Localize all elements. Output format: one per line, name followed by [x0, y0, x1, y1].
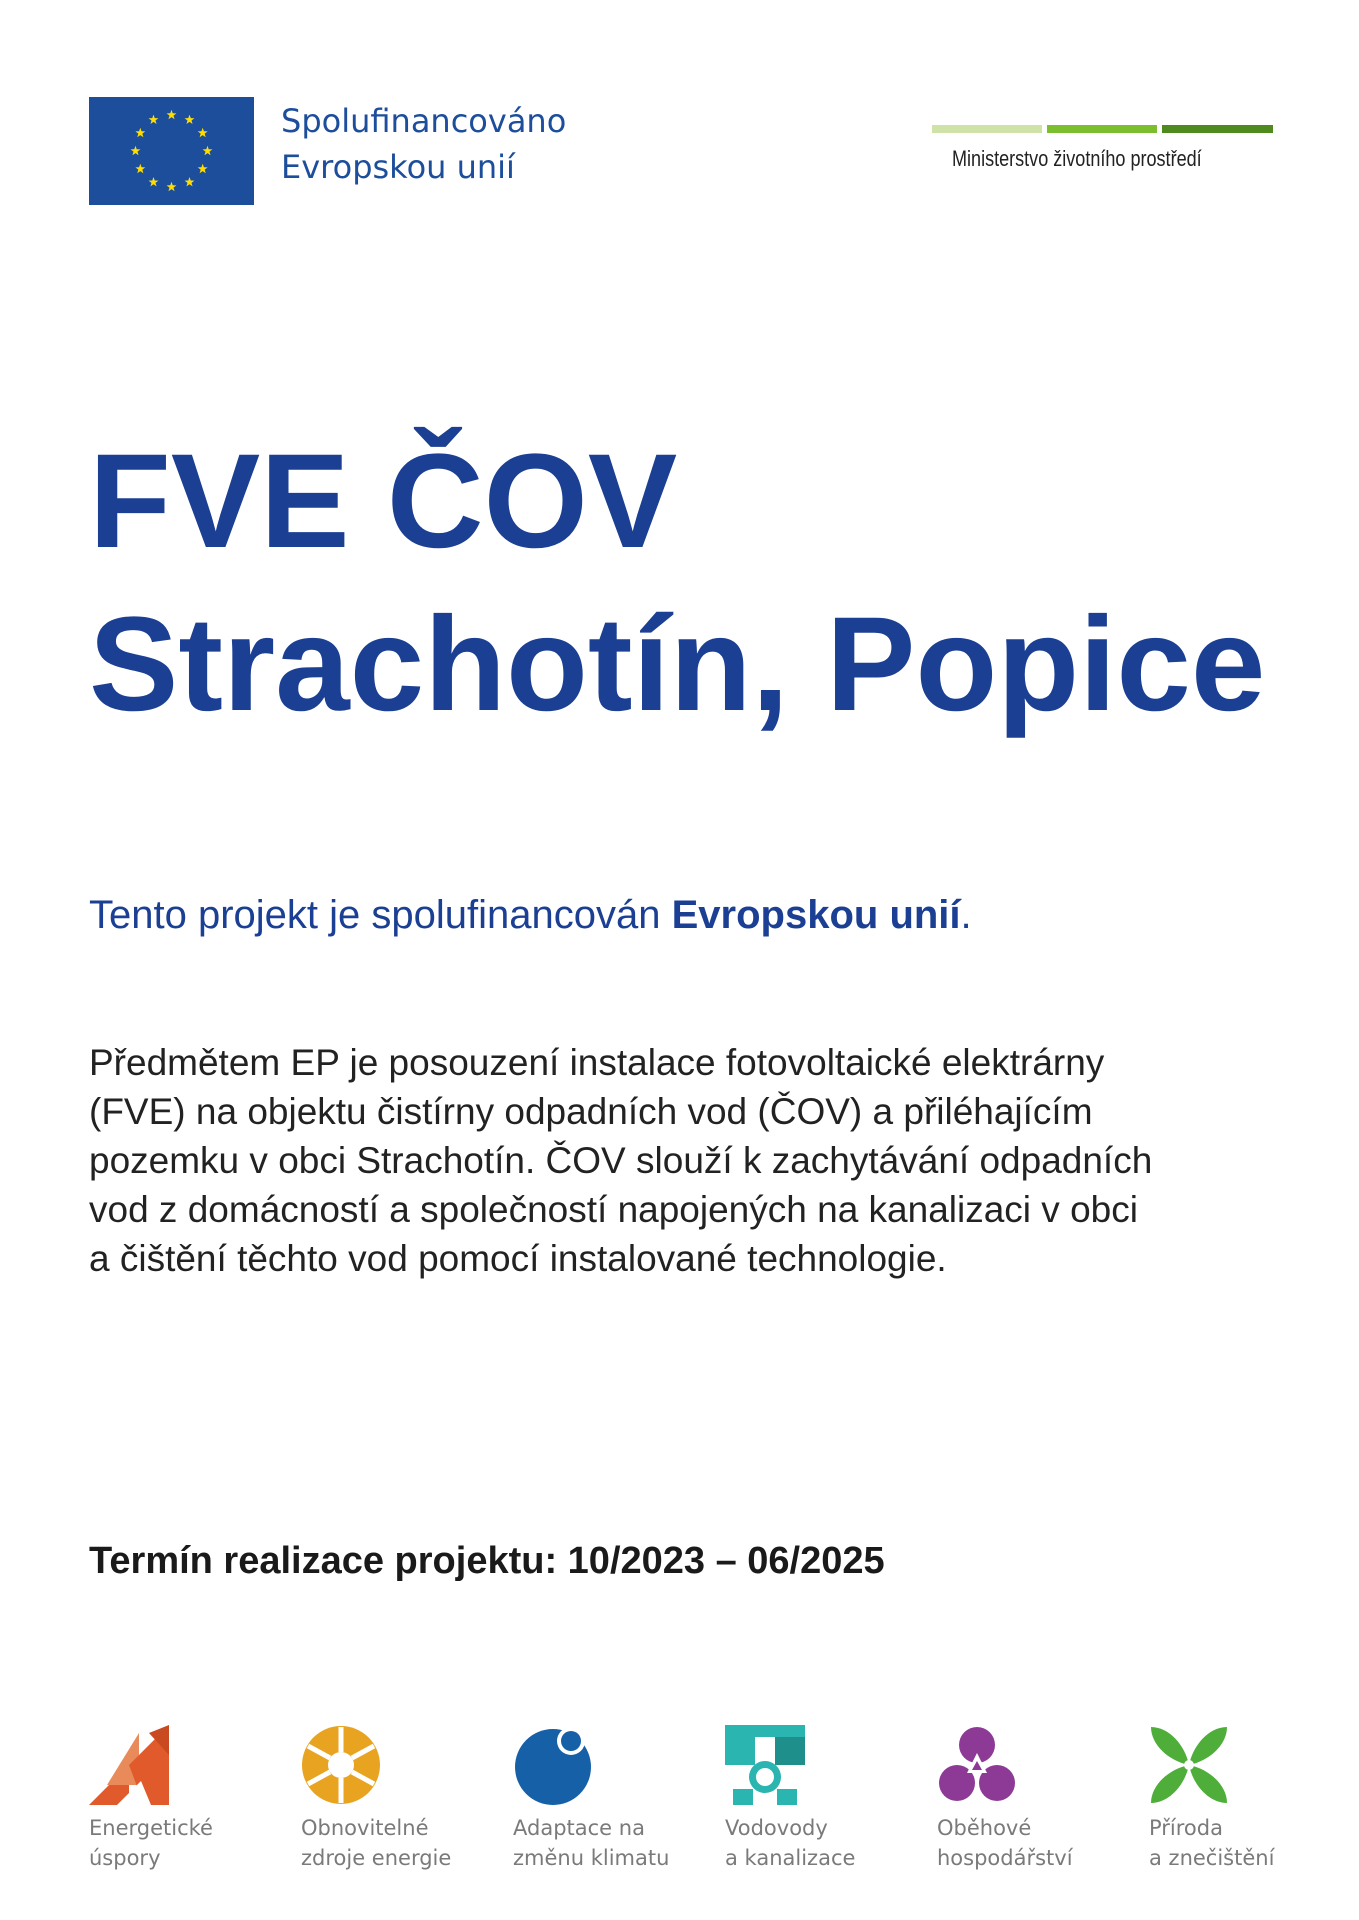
icon-label: [301, 1813, 501, 1873]
icon-item-renewable-energy: [301, 1725, 501, 1873]
project-description: [89, 1038, 1279, 1283]
subtitle-prefix: Tento projekt je spolufinancován: [89, 893, 672, 937]
subtitle-suffix: .: [960, 893, 972, 937]
icon-label-line1: Vodovody: [725, 1816, 828, 1840]
title-line2: Strachotín, Popice: [89, 590, 1266, 739]
eu-text-line2: Evropskou unií: [281, 148, 515, 186]
icon-label-line2: úspory: [89, 1846, 161, 1870]
description-line: Předmětem EP je posouzení instalace fotovoltaické elektrárny: [89, 1042, 1105, 1083]
ministry-logo-bars: [932, 125, 1273, 133]
title-line1: FVE ČOV: [89, 427, 678, 576]
icon-label-line1: Oběhové: [937, 1816, 1032, 1840]
program-icons-row: [89, 1725, 1279, 1885]
ministry-bar-light: [932, 125, 1042, 133]
icon-label: [513, 1813, 713, 1873]
energy-savings-icon: [89, 1725, 169, 1805]
eu-text-line1: Spolufinancováno: [281, 102, 567, 140]
climate-adaptation-icon: [513, 1725, 593, 1805]
water-sewage-icon: [725, 1725, 805, 1805]
icon-label: [937, 1813, 1137, 1873]
cofinance-statement: [89, 893, 972, 938]
icon-item-energy-savings: [89, 1725, 289, 1873]
icon-label: [725, 1813, 925, 1873]
icon-label-line2: hospodářství: [937, 1846, 1073, 1870]
icon-label-line2: a kanalizace: [725, 1846, 856, 1870]
project-term: Termín realizace projektu: 10/2023 – 06/2025: [89, 1540, 885, 1582]
circular-economy-icon: [937, 1725, 1017, 1805]
nature-pollution-icon: [1149, 1725, 1229, 1805]
ministry-bar-mid: [1047, 125, 1157, 133]
icon-label-line1: Příroda: [1149, 1816, 1223, 1840]
icon-item-water-sewage: [725, 1725, 925, 1873]
description-line: (FVE) na objektu čistírny odpadních vod (ČOV) a přiléhajícím: [89, 1091, 1093, 1132]
subtitle-bold: Evropskou unií: [671, 893, 961, 937]
icon-label-line1: Adaptace na: [513, 1816, 645, 1840]
icon-label-line2: a znečištění: [1149, 1846, 1275, 1870]
eu-flag-icon: [89, 97, 254, 205]
icon-label-line1: Obnovitelné: [301, 1816, 429, 1840]
ministry-bar-dark: [1162, 125, 1273, 133]
icon-label-line2: změnu klimatu: [513, 1846, 670, 1870]
page-title: [89, 420, 1265, 746]
description-line: pozemku v obci Strachotín. ČOV slouží k zachytávání odpadních: [89, 1140, 1153, 1181]
ministry-name: Ministerstvo životního prostředí: [952, 146, 1202, 171]
icon-label: [89, 1813, 289, 1873]
icon-label-line1: Energetické: [89, 1816, 213, 1840]
description-line: vod z domácností a společností napojených na kanalizaci v obci: [89, 1189, 1138, 1230]
eu-cofinanced-label: [281, 98, 566, 190]
icon-item-nature-pollution: [1149, 1725, 1349, 1873]
icon-label: [1149, 1813, 1349, 1873]
renewable-energy-icon: [301, 1725, 381, 1805]
description-line: a čištění těchto vod pomocí instalované technologie.: [89, 1238, 947, 1279]
icon-item-circular-economy: [937, 1725, 1137, 1873]
icon-label-line2: zdroje energie: [301, 1846, 452, 1870]
icon-item-climate-adaptation: [513, 1725, 713, 1873]
